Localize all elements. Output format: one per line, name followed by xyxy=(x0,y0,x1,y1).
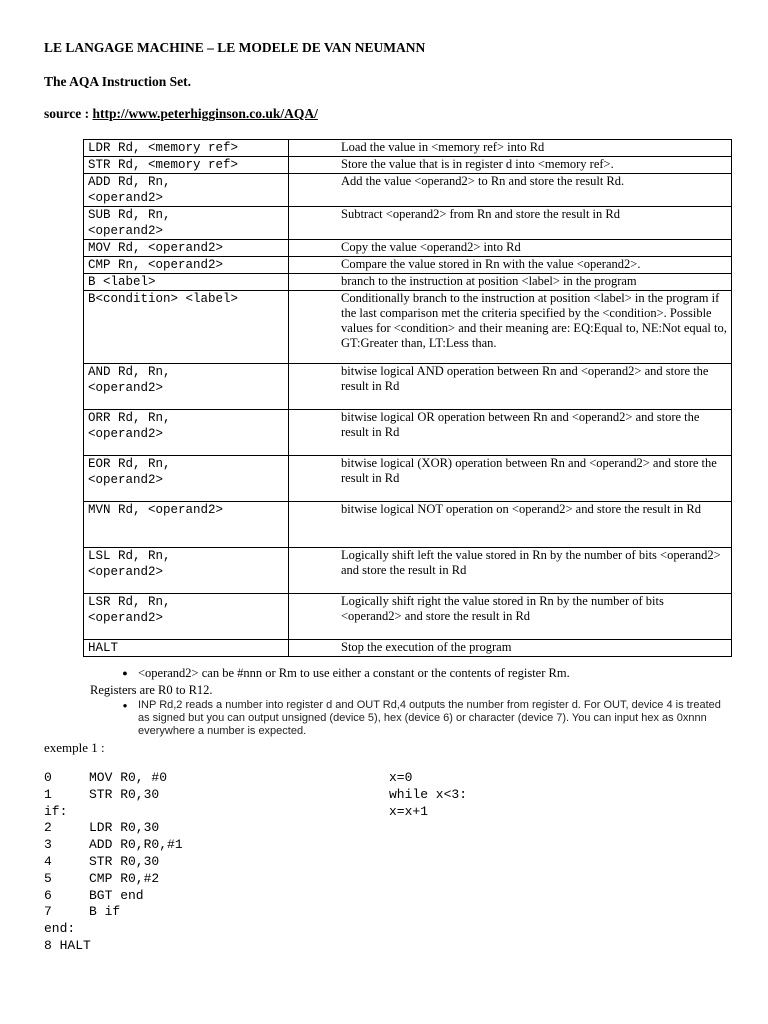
instruction-row xyxy=(84,157,732,174)
code-line xyxy=(44,938,183,955)
instruction-row xyxy=(84,140,732,157)
code-line xyxy=(44,871,183,888)
pseudocode-line: while x<3: xyxy=(389,786,468,802)
code-line xyxy=(44,787,183,804)
code-line xyxy=(44,921,183,938)
code-line-number: 0 xyxy=(44,770,52,785)
bullet-icon: ● xyxy=(122,701,128,710)
instruction-row xyxy=(84,274,732,291)
pseudocode-line: x=0 xyxy=(389,770,413,785)
note-io xyxy=(112,699,732,738)
instruction-syntax: B<condition> <label> xyxy=(84,291,289,364)
instruction-row xyxy=(84,364,732,410)
instruction-description: Stop the execution of the program xyxy=(289,640,732,657)
instruction-row xyxy=(84,456,732,502)
instruction-syntax: LSL Rd, Rn, <operand2> xyxy=(84,548,289,594)
code-line xyxy=(44,854,183,871)
instruction-syntax: SUB Rd, Rn, <operand2> xyxy=(84,207,289,240)
code-instruction: MOV R0, #0 xyxy=(89,770,168,785)
instruction-description: Copy the value <operand2> into Rd xyxy=(289,240,732,257)
instruction-description: bitwise logical AND operation between Rn and <operand2> and store the result in Rd xyxy=(289,364,732,410)
code-line xyxy=(44,770,183,787)
code-instruction: STR R0,30 xyxy=(89,786,160,802)
instruction-description: bitwise logical NOT operation on <operand2> and store the result in Rd xyxy=(289,502,732,548)
instruction-row xyxy=(84,207,732,240)
code-line xyxy=(44,837,183,854)
code-instruction: CMP R0,#2 xyxy=(89,870,160,886)
code-line xyxy=(44,904,183,921)
instruction-description: bitwise logical (XOR) operation between Rn and <operand2> and store the result in Rd xyxy=(289,456,732,502)
code-label: end: xyxy=(44,921,76,937)
instruction-set-table-body xyxy=(84,140,732,657)
source-line xyxy=(44,106,318,122)
instruction-syntax: LSR Rd, Rn, <operand2> xyxy=(84,594,289,640)
instruction-row xyxy=(84,594,732,640)
code-line-number: 7 xyxy=(44,904,52,920)
document-title: LE LANGAGE MACHINE – LE MODELE DE VAN NEUMANN xyxy=(44,40,426,55)
instruction-row xyxy=(84,640,732,657)
code-line-number: 4 xyxy=(44,853,52,869)
instruction-row xyxy=(84,291,732,364)
instruction-description: Load the value in <memory ref> into Rd xyxy=(289,140,732,157)
instruction-syntax: HALT xyxy=(84,640,289,657)
note-operand2-text: <operand2> can be #nnn or Rm to use either a constant or the contents of register Rm. xyxy=(138,666,570,680)
instruction-description: branch to the instruction at position <label> in the program xyxy=(289,274,732,291)
code-instruction: LDR R0,30 xyxy=(89,820,160,836)
pseudocode-line: x=x+1 xyxy=(389,803,429,819)
instruction-description: bitwise logical OR operation between Rn and <operand2> and store the result in Rd xyxy=(289,410,732,456)
instruction-syntax: MVN Rd, <operand2> xyxy=(84,502,289,548)
code-line-number: 3 xyxy=(44,837,52,853)
document-subtitle: The AQA Instruction Set. xyxy=(44,74,192,89)
instruction-row xyxy=(84,174,732,207)
code-instruction: BGT end xyxy=(89,887,144,903)
instruction-syntax: ADD Rd, Rn, <operand2> xyxy=(84,174,289,207)
instruction-row xyxy=(84,502,732,548)
code-label: if: xyxy=(44,803,68,819)
instruction-syntax: STR Rd, <memory ref> xyxy=(84,157,289,174)
code-line-number: 1 xyxy=(44,786,52,802)
example-label: exemple 1 : xyxy=(44,740,105,755)
instruction-syntax: CMP Rn, <operand2> xyxy=(84,257,289,274)
instruction-syntax: AND Rd, Rn, <operand2> xyxy=(84,364,289,410)
instruction-syntax: LDR Rd, <memory ref> xyxy=(84,140,289,157)
code-instruction: STR R0,30 xyxy=(89,853,160,869)
instruction-description: Logically shift left the value stored in Rn by the number of bits <operand2> and store the result in Rd xyxy=(289,548,732,594)
instruction-row xyxy=(84,410,732,456)
instruction-description: Store the value that is in register d into <memory ref>. xyxy=(289,157,732,174)
instruction-description: Compare the value stored in Rn with the value <operand2>. xyxy=(289,257,732,274)
code-line xyxy=(44,888,183,905)
instruction-description: Logically shift right the value stored in Rn by the number of bits <operand2> and store the result in Rd xyxy=(289,594,732,640)
instruction-syntax: B <label> xyxy=(84,274,289,291)
instruction-row xyxy=(84,548,732,594)
code-instruction: ADD R0,R0,#1 xyxy=(89,837,183,853)
instruction-description: Conditionally branch to the instruction at position <label> in the program if the last comparison met the criteria specified by the <condition>. Possible values for <condition> and their meaning are: EQ:Equal to, NE:Not equal to, GT:Greater than, LT:Less than. xyxy=(289,291,732,364)
code-label: 8 HALT xyxy=(44,937,91,953)
pseudocode-block xyxy=(389,770,467,820)
code-line-number: 6 xyxy=(44,887,52,903)
instruction-row xyxy=(84,257,732,274)
note-io-text: INP Rd,2 reads a number into register d and OUT Rd,4 outputs the number from register d. For OUT, device 4 is treated as signed but you can output unsigned (device 5), hex (device 6) or character (device 7). You can input hex as 0xnnn everywhere a number is expected. xyxy=(138,699,721,737)
instruction-row xyxy=(84,240,732,257)
source-link[interactable]: http://www.peterhigginson.co.uk/AQA/ xyxy=(92,106,318,121)
instruction-syntax: MOV Rd, <operand2> xyxy=(84,240,289,257)
code-instruction: B if xyxy=(89,904,121,920)
instruction-syntax: EOR Rd, Rn, <operand2> xyxy=(84,456,289,502)
instruction-description: Subtract <operand2> from Rn and store the result in Rd xyxy=(289,207,732,240)
code-line-number: 5 xyxy=(44,870,52,886)
code-line-number: 2 xyxy=(44,820,52,836)
instruction-set-table xyxy=(83,139,732,657)
note-registers: Registers are R0 to R12. xyxy=(90,683,213,697)
instruction-syntax: ORR Rd, Rn, <operand2> xyxy=(84,410,289,456)
code-line xyxy=(44,804,183,821)
source-label: source : xyxy=(44,106,93,121)
code-line xyxy=(44,820,183,837)
note-operand2 xyxy=(112,666,570,681)
bullet-icon: ● xyxy=(122,668,128,678)
assembly-code-block xyxy=(44,770,183,955)
instruction-description: Add the value <operand2> to Rn and store the result Rd. xyxy=(289,174,732,207)
